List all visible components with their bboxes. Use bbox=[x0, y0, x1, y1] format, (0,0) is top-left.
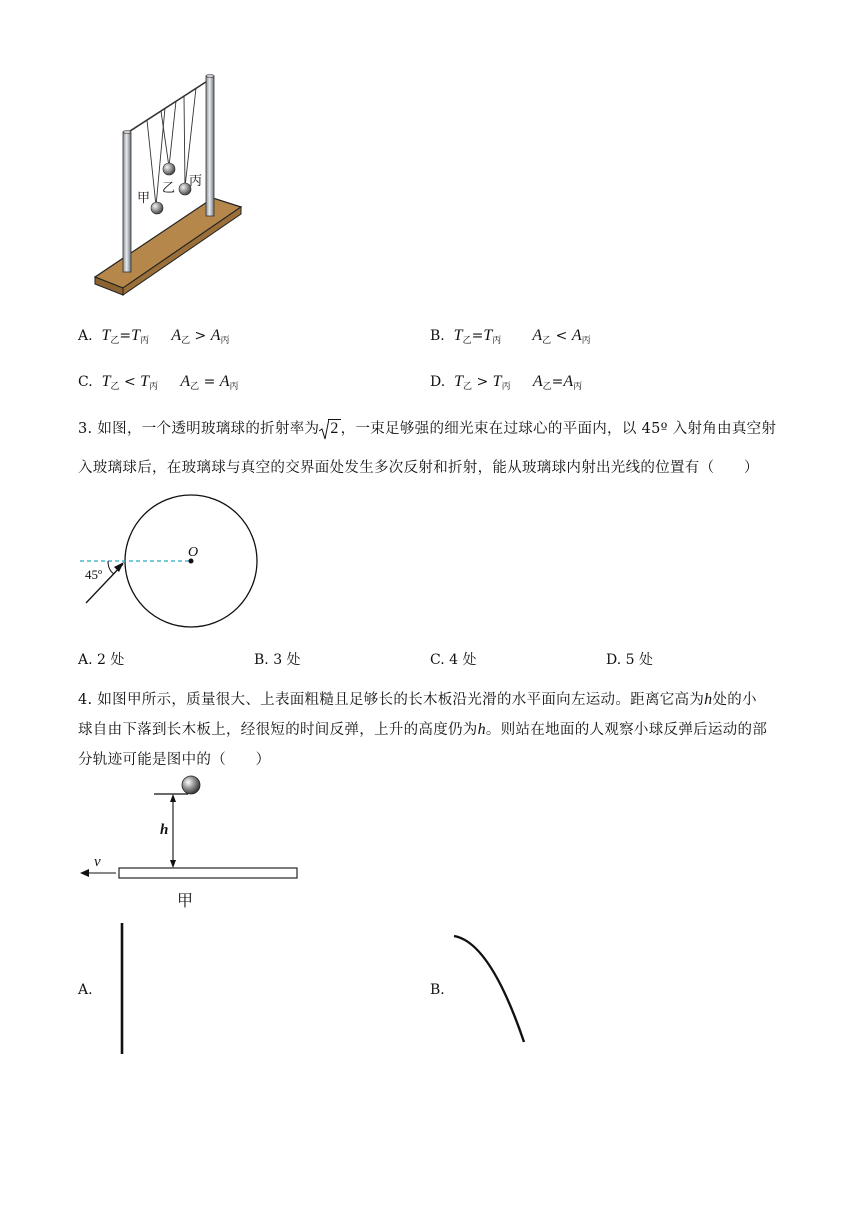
height-label: h bbox=[160, 822, 169, 838]
label-yi: 乙 bbox=[162, 180, 176, 195]
q3-option-c[interactable]: C. 4 处 bbox=[430, 652, 477, 668]
trajectory-a bbox=[112, 920, 132, 1060]
left-pole bbox=[123, 132, 131, 272]
q4-line-3: 分轨迹可能是图中的（ ） bbox=[78, 752, 271, 768]
velocity-label: v bbox=[94, 854, 101, 870]
q2-option-d[interactable]: D. $T_乙 > T_丙$ $A_乙=A_丙$ bbox=[430, 373, 583, 392]
q2-option-a[interactable]: A. $T_乙=T_丙$ $A_乙 > A_丙$ bbox=[78, 327, 230, 346]
q3-option-a[interactable]: A. 2 处 bbox=[78, 652, 125, 668]
angle-arc bbox=[108, 561, 114, 574]
long-board bbox=[119, 868, 297, 878]
q3-option-b[interactable]: B. 3 处 bbox=[254, 652, 301, 668]
pendulum-figure bbox=[85, 70, 255, 305]
label-bing: 丙 bbox=[189, 173, 203, 188]
ball-jia bbox=[151, 202, 163, 214]
q3-option-d[interactable]: D. 5 处 bbox=[606, 652, 653, 668]
trajectory-b bbox=[450, 930, 535, 1048]
figure-caption: 甲 bbox=[177, 893, 194, 910]
q2-option-b[interactable]: B. $T_乙=T_丙$ $A_乙 < A_丙$ bbox=[430, 327, 591, 346]
q3-line-2: 入玻璃球后，在玻璃球与真空的交界面处发生多次反射和折射，能从玻璃球内射出光线的位置有（ ） bbox=[78, 460, 759, 476]
curved-trajectory bbox=[454, 936, 524, 1042]
glass-sphere-figure bbox=[78, 492, 268, 637]
sqrt-symbol: 2 bbox=[319, 420, 340, 438]
falling-ball bbox=[182, 776, 200, 794]
center-label: O bbox=[188, 545, 199, 560]
ball-yi bbox=[163, 163, 175, 175]
right-pole bbox=[206, 76, 214, 216]
q4-line-1: 4. 如图甲所示，质量很大、上表面粗糙且足够长的长木板沿光滑的水平面向左运动。距离它高为h处的小 bbox=[78, 691, 757, 708]
angle-label: 45º bbox=[85, 567, 103, 582]
label-jia: 甲 bbox=[137, 190, 151, 205]
q4-option-a-label[interactable]: A. bbox=[78, 982, 93, 998]
q4-line-2: 球自由下落到长木板上，经很短的时间反弹，上升的高度仍为h。则站在地面的人观察小球反弹后运动的部 bbox=[78, 721, 768, 738]
ray-arrowhead bbox=[114, 562, 124, 572]
q4-option-b-label[interactable]: B. bbox=[430, 982, 445, 998]
q2-option-c[interactable]: C. $T_乙 < T_丙$ $A_乙 = A_丙$ bbox=[78, 373, 239, 392]
figure-jia bbox=[76, 770, 306, 912]
q3-line-1: 3. 如图，一个透明玻璃球的折射率为 2 ，一束足够强的细光束在过球心的平面内，以 45º 入射角由真空射 bbox=[78, 420, 777, 437]
wooden-base-top bbox=[95, 198, 241, 288]
